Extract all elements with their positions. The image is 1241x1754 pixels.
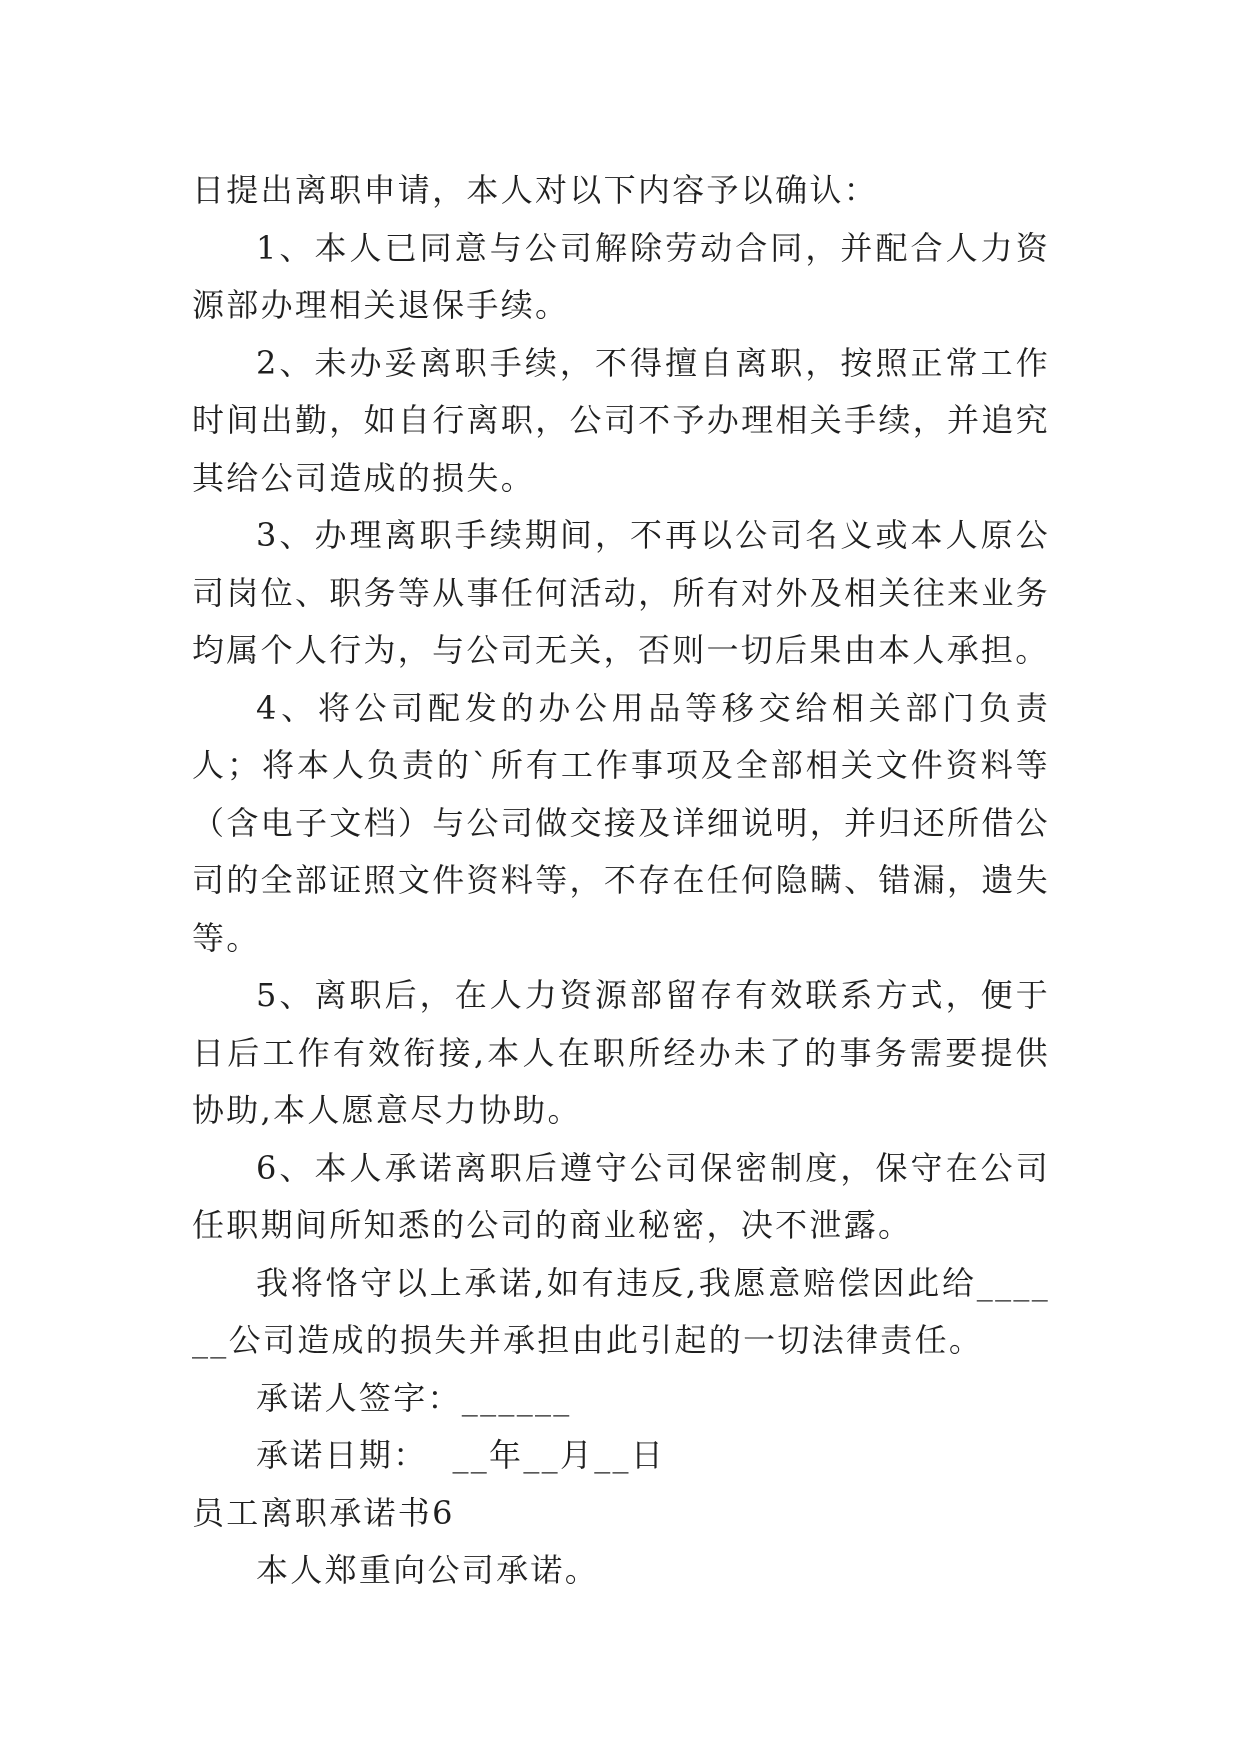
document-body xyxy=(192,162,1050,1600)
clause-5: 5、离职后，在人力资源部留存有效联系方式，便于日后工作有效衔接,本人在职所经办未了的事务需要提供协助,本人愿意尽力协助。 xyxy=(192,976,1050,1129)
date-line: 承诺日期： __年__月__日 xyxy=(256,1436,666,1474)
intro-paragraph: 日提出离职申请，本人对以下内容予以确认： xyxy=(192,171,879,209)
signature-line: 承诺人签字：______ xyxy=(256,1378,572,1417)
clause-1: 1、本人已同意与公司解除劳动合同，并配合人力资源部办理相关退保手续。 xyxy=(192,228,1050,324)
clause-4: 4、将公司配发的办公用品等移交给相关部门负责人；将本人负责的`所有工作事项及全部相关文件资料等（含电子文档）与公司做交接及详细说明，并归还所借公司的全部证照文件资料等，不存在任何隐瞒、错漏，遗失等。 xyxy=(192,688,1050,957)
closing-paragraph: 本人郑重向公司承诺。 xyxy=(256,1551,600,1589)
clause-6: 6、本人承诺离职后遵守公司保密制度，保守在公司任职期间所知悉的公司的商业秘密，决不泄露。 xyxy=(192,1148,1050,1244)
section-title: 员工离职承诺书6 xyxy=(192,1493,455,1532)
liability-paragraph: 我将恪守以上承诺,如有违反,我愿意赔偿因此给______公司造成的损失并承担由此引起的一切法律责任。 xyxy=(192,1263,1050,1359)
clause-3: 3、办理离职手续期间，不再以公司名义或本人原公司岗位、职务等从事任何活动，所有对外及相关往来业务均属个人行为，与公司无关，否则一切后果由本人承担。 xyxy=(192,516,1050,669)
clause-2: 2、未办妥离职手续，不得擅自离职，按照正常工作时间出勤，如自行离职，公司不予办理相关手续，并追究其给公司造成的损失。 xyxy=(192,343,1050,497)
